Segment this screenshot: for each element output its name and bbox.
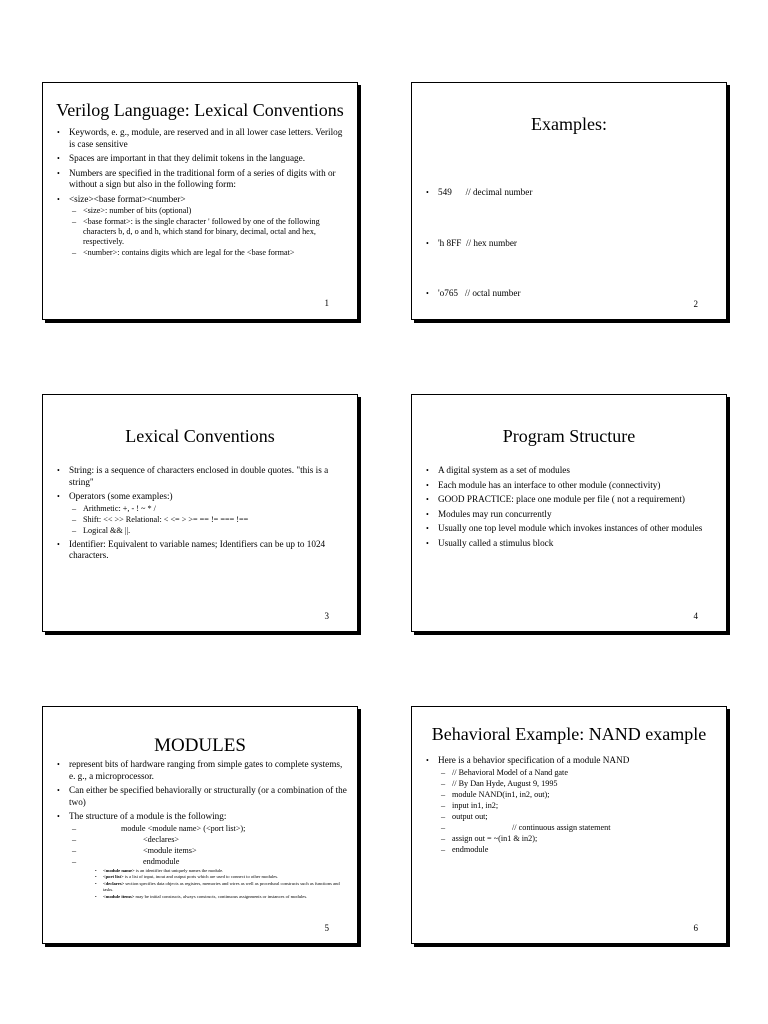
sub-bullet-list [438,768,716,855]
code-line: endmodule [143,856,180,866]
bullet-item: • Modules may run concurrently [438,509,716,521]
bullet-item: • 'o765 // octal number [438,288,716,300]
slide-title: Program Structure [502,426,636,446]
slide-3 [42,394,358,632]
bullet-list [43,127,357,258]
bullet-item: • Numbers are specified in the traditional form of a series of digits with or without a sign but also in the following form: [69,168,347,191]
note-text: may be initial constructs, always constructs, continuous assignments or instances of modules. [134,893,308,899]
sub-bullet-item [452,823,716,833]
sub-bullet-item: – Arithmetic: +, - ! ~ * / [83,504,347,514]
slide-title: Behavioral Example: NAND example [431,724,707,744]
bullet-item: • A digital system as a set of modules [438,465,716,477]
bullet-item [438,755,716,855]
sub-bullet-item: – module NAND(in1, in2, out); [452,790,716,800]
sub-bullet-item: – output out; [452,812,716,822]
bullet-list [43,759,357,899]
bullet-text: Operators (some examples:) [69,491,173,501]
bullet-item [69,811,347,899]
bullet-item: • Spaces are important in that they delimit tokens in the language. [69,153,347,165]
bullet-text: The structure of a module is the following: [69,811,227,821]
sub-bullet-list [69,206,347,258]
slide-4 [411,394,727,632]
note-term: <port list> [103,874,124,880]
slide-title: Verilog Language: Lexical Conventions [56,100,344,120]
sub-bullet-item: – <size>: number of bits (optional) [83,206,347,216]
slide-6 [411,706,727,944]
code-line: <module items> [143,845,197,855]
sub-bullet-item: – assign out = ~(in1 & in2); [452,834,716,844]
bullet-list [412,151,726,320]
slide-title: Examples: [531,114,607,134]
bullet-item: • represent bits of hardware ranging from simple gates to complete systems, e. g., a microprocessor. [69,759,347,782]
sub-bullet-item [83,835,347,845]
bullet-item: • String: is a sequence of characters enclosed in double quotes. "this is a string" [69,465,347,488]
bullet-list [43,465,357,562]
sub-bullet-item [83,846,347,856]
note-text: section specifies data objects as registers, memories and wires as well as procedural constructs such as functions and tasks. [103,881,340,892]
note-text: is a list of input, inout and output ports which are used to connect to other modules. [123,874,279,880]
bullet-list [412,755,726,855]
note-list [69,868,347,900]
sub-bullet-item: – Shift: << >> Relational: < <= > >= == != === !== [83,515,347,525]
bullet-item [69,194,347,259]
code-line: <declares> [143,834,180,844]
sub-bullet-item [83,857,347,867]
sub-bullet-item: – endmodule [452,845,716,855]
bullet-item: • 549 // decimal number [438,187,716,199]
page-number: 6 [693,923,698,933]
bullet-item [69,491,347,536]
code-line: // continuous assign statement [512,822,611,832]
bullet-item: • GOOD PRACTICE: place one module per file ( not a requirement) [438,494,716,506]
slide-5 [42,706,358,944]
bullet-item: • Identifier: Equivalent to variable names; Identifiers can be up to 1024 characters. [69,539,347,562]
bullet-item: • Each module has an interface to other module (connectivity) [438,480,716,492]
slide-2 [411,82,727,320]
slide-title: Lexical Conventions [125,426,275,446]
slide-1 [42,82,358,320]
sub-bullet-item: – // Behavioral Model of a Nand gate [452,768,716,778]
page-number: 4 [693,611,698,621]
bullet-item: • Usually called a stimulus block [438,538,716,550]
note-text: is an identifier that uniquely names the module. [134,867,224,873]
note-term: <declares> [103,881,125,887]
note-term: <module name> [103,867,135,873]
note-item [103,881,347,893]
note-term: <module items> [103,893,135,899]
sub-bullet-item: – Logical && ||. [83,526,347,536]
page-number: 2 [693,299,698,309]
page-number: 3 [324,611,329,621]
bullet-item: • Can either be specified behaviorally or structurally (or a combination of the two) [69,785,347,808]
bullet-item: • Usually one top level module which invokes instances of other modules [438,523,716,535]
slide-title: MODULES [154,735,246,756]
sub-bullet-item [83,824,347,834]
sub-bullet-item: – <base format>: is the single character ' followed by one of the following characters b, d, o and h, which stand for binary, decimal, octal and hex, respectively. [83,217,347,247]
page-number: 1 [324,298,329,308]
bullet-list [412,465,726,549]
code-line: module <module name> (<port list>); [121,823,246,833]
bullet-text: Here is a behavior specification of a module NAND [438,755,630,765]
note-item [103,894,347,900]
bullet-text: <size><base format><number> [69,193,186,204]
bullet-item: • 'h 8FF // hex number [438,238,716,250]
sub-bullet-item: – input in1, in2; [452,801,716,811]
sub-bullet-item: – // By Dan Hyde, August 9, 1995 [452,779,716,789]
sub-bullet-list [69,824,347,867]
page-number: 5 [324,923,329,933]
note-item [103,868,347,874]
bullet-item: • Keywords, e. g., module, are reserved and in all lower case letters. Verilog is case sensitive [69,127,347,150]
note-item [103,874,347,880]
sub-bullet-item: – <number>: contains digits which are legal for the <base format> [83,248,347,258]
sub-bullet-list [69,504,347,536]
